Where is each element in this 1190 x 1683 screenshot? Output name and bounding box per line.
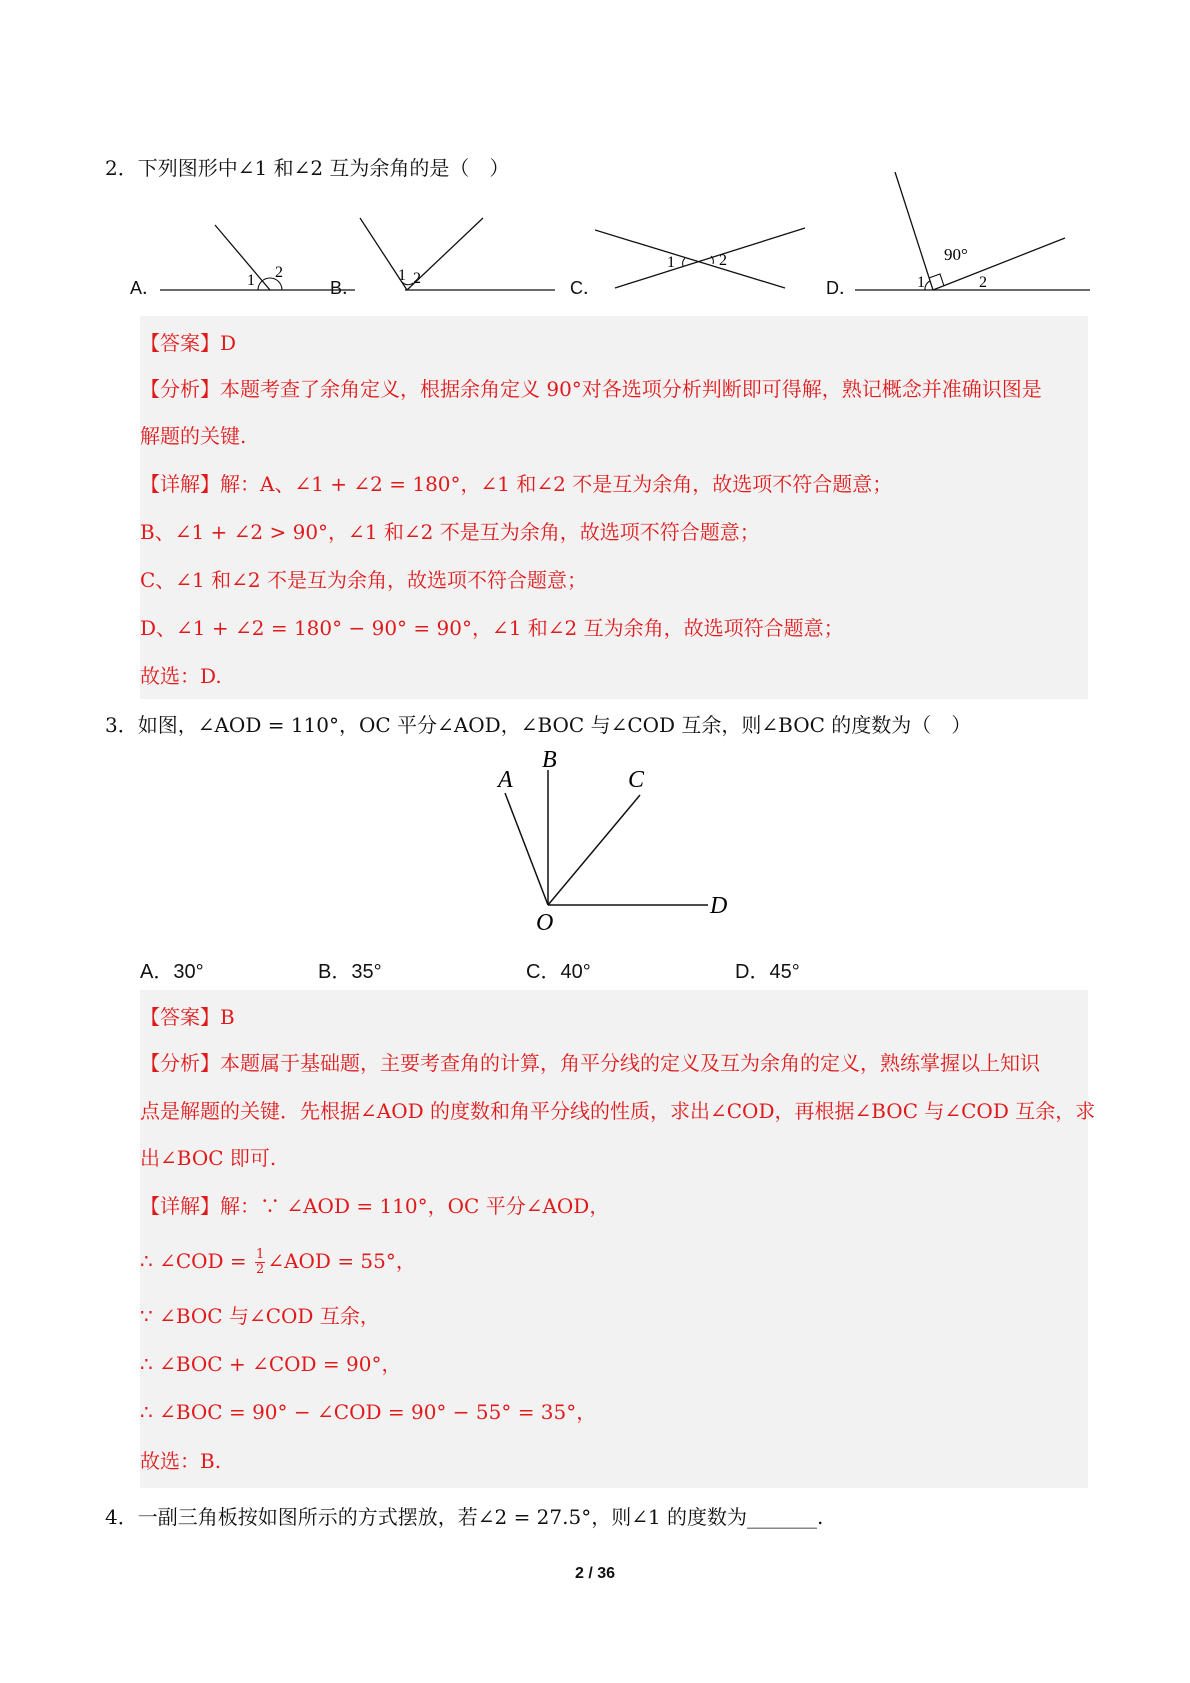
point-c: C xyxy=(628,767,645,793)
analysis-line: 点是解题的关键．先根据∠AOD 的度数和角平分线的性质，求出∠COD，再根据∠BOC 与∠COD 互余，求 xyxy=(140,1099,1096,1123)
figure-b xyxy=(355,180,555,300)
analysis-line: 解题的关键. xyxy=(140,424,247,448)
right-angle-label: 90° xyxy=(944,245,968,264)
detail-line xyxy=(140,1248,416,1277)
figure-c xyxy=(595,180,815,300)
angle1-label-c: 1 xyxy=(667,254,675,271)
q3-answer-box xyxy=(140,990,1096,1488)
detail-line: 【详解】解：∵ ∠AOD = 110°，OC 平分∠AOD， xyxy=(140,1194,610,1218)
detail-line: ∵ ∠BOC 与∠COD 互余， xyxy=(140,1304,380,1328)
detail-prefix: ∴ ∠COD = xyxy=(140,1249,254,1273)
q3-option-b: B．35° xyxy=(318,961,382,983)
figure-label-b: B． xyxy=(330,278,361,298)
figure-label-a: A． xyxy=(130,278,161,298)
choice-line: 故选：D. xyxy=(140,664,222,688)
q3-option-c: C．40° xyxy=(526,961,591,983)
detail-line: 【详解】解：A、∠1 + ∠2 = 180°，∠1 和∠2 不是互为余角，故选项不符合题意； xyxy=(140,472,893,496)
q3-stem: 3．如图，∠AOD = 110°，OC 平分∠AOD，∠BOC 与∠COD 互余，则∠BOC 的度数为（ ） xyxy=(105,713,972,737)
q2-answer-box xyxy=(140,316,1088,699)
q3-option-a: A．30° xyxy=(140,961,204,983)
analysis-line: 出∠BOC 即可. xyxy=(140,1146,277,1170)
angle1-label-d: 1 xyxy=(917,274,925,291)
angle2-label-b: 2 xyxy=(413,270,421,287)
q4-stem: 4．一副三角板按如图所示的方式摆放，若∠2 = 27.5°，则∠1 的度数为_______. xyxy=(105,1505,824,1529)
detail-line: D、∠1 + ∠2 = 180° − 90° = 90°，∠1 和∠2 互为余角，故选项符合题意； xyxy=(140,616,844,640)
detail-line: B、∠1 + ∠2 > 90°，∠1 和∠2 不是互为余角，故选项不符合题意； xyxy=(140,520,760,544)
analysis-line: 【分析】本题考查了余角定义，根据余角定义 90°对各选项分析判断即可得解，熟记概念并准确识图是 xyxy=(140,377,1042,401)
detail-line: C、∠1 和∠2 不是互为余角，故选项不符合题意； xyxy=(140,568,587,592)
point-a: A xyxy=(498,767,513,793)
angle1-label-a: 1 xyxy=(247,272,255,289)
fraction-numerator: 1 xyxy=(256,1247,265,1262)
choice-line: 故选：B. xyxy=(140,1449,222,1473)
fraction-denominator: 2 xyxy=(256,1262,265,1277)
figure-d xyxy=(855,170,1095,300)
angle2-label-c: 2 xyxy=(719,252,727,269)
q2-stem: 2．下列图形中∠1 和∠2 互为余角的是（ ） xyxy=(105,156,510,180)
figure-a xyxy=(155,180,355,300)
figure-label-c: C． xyxy=(570,278,601,298)
angle2-label-d: 2 xyxy=(979,274,987,291)
page-number: 2 / 36 xyxy=(574,1565,616,1582)
point-b: B xyxy=(542,747,557,773)
answer-line: 【答案】B xyxy=(140,1005,235,1029)
figure-label-d: D． xyxy=(826,278,857,298)
q3-figure xyxy=(490,745,740,935)
q3-option-d: D．45° xyxy=(735,961,800,983)
angle2-label-a: 2 xyxy=(275,264,283,281)
angle1-label-b: 1 xyxy=(398,267,406,284)
detail-line: ∴ ∠BOC + ∠COD = 90°， xyxy=(140,1352,402,1376)
point-d: D xyxy=(710,893,728,919)
detail-line: ∴ ∠BOC = 90° − ∠COD = 90° − 55° = 35°， xyxy=(140,1400,597,1424)
q2-figures xyxy=(130,180,1090,308)
analysis-line: 【分析】本题属于基础题，主要考查角的计算，角平分线的定义及互为余角的定义，熟练掌握以上知识 xyxy=(140,1051,1040,1075)
detail-suffix: ∠AOD = 55°， xyxy=(267,1249,416,1273)
fraction-half xyxy=(255,1248,265,1277)
answer-line: 【答案】D xyxy=(140,331,237,355)
point-o: O xyxy=(536,910,554,935)
